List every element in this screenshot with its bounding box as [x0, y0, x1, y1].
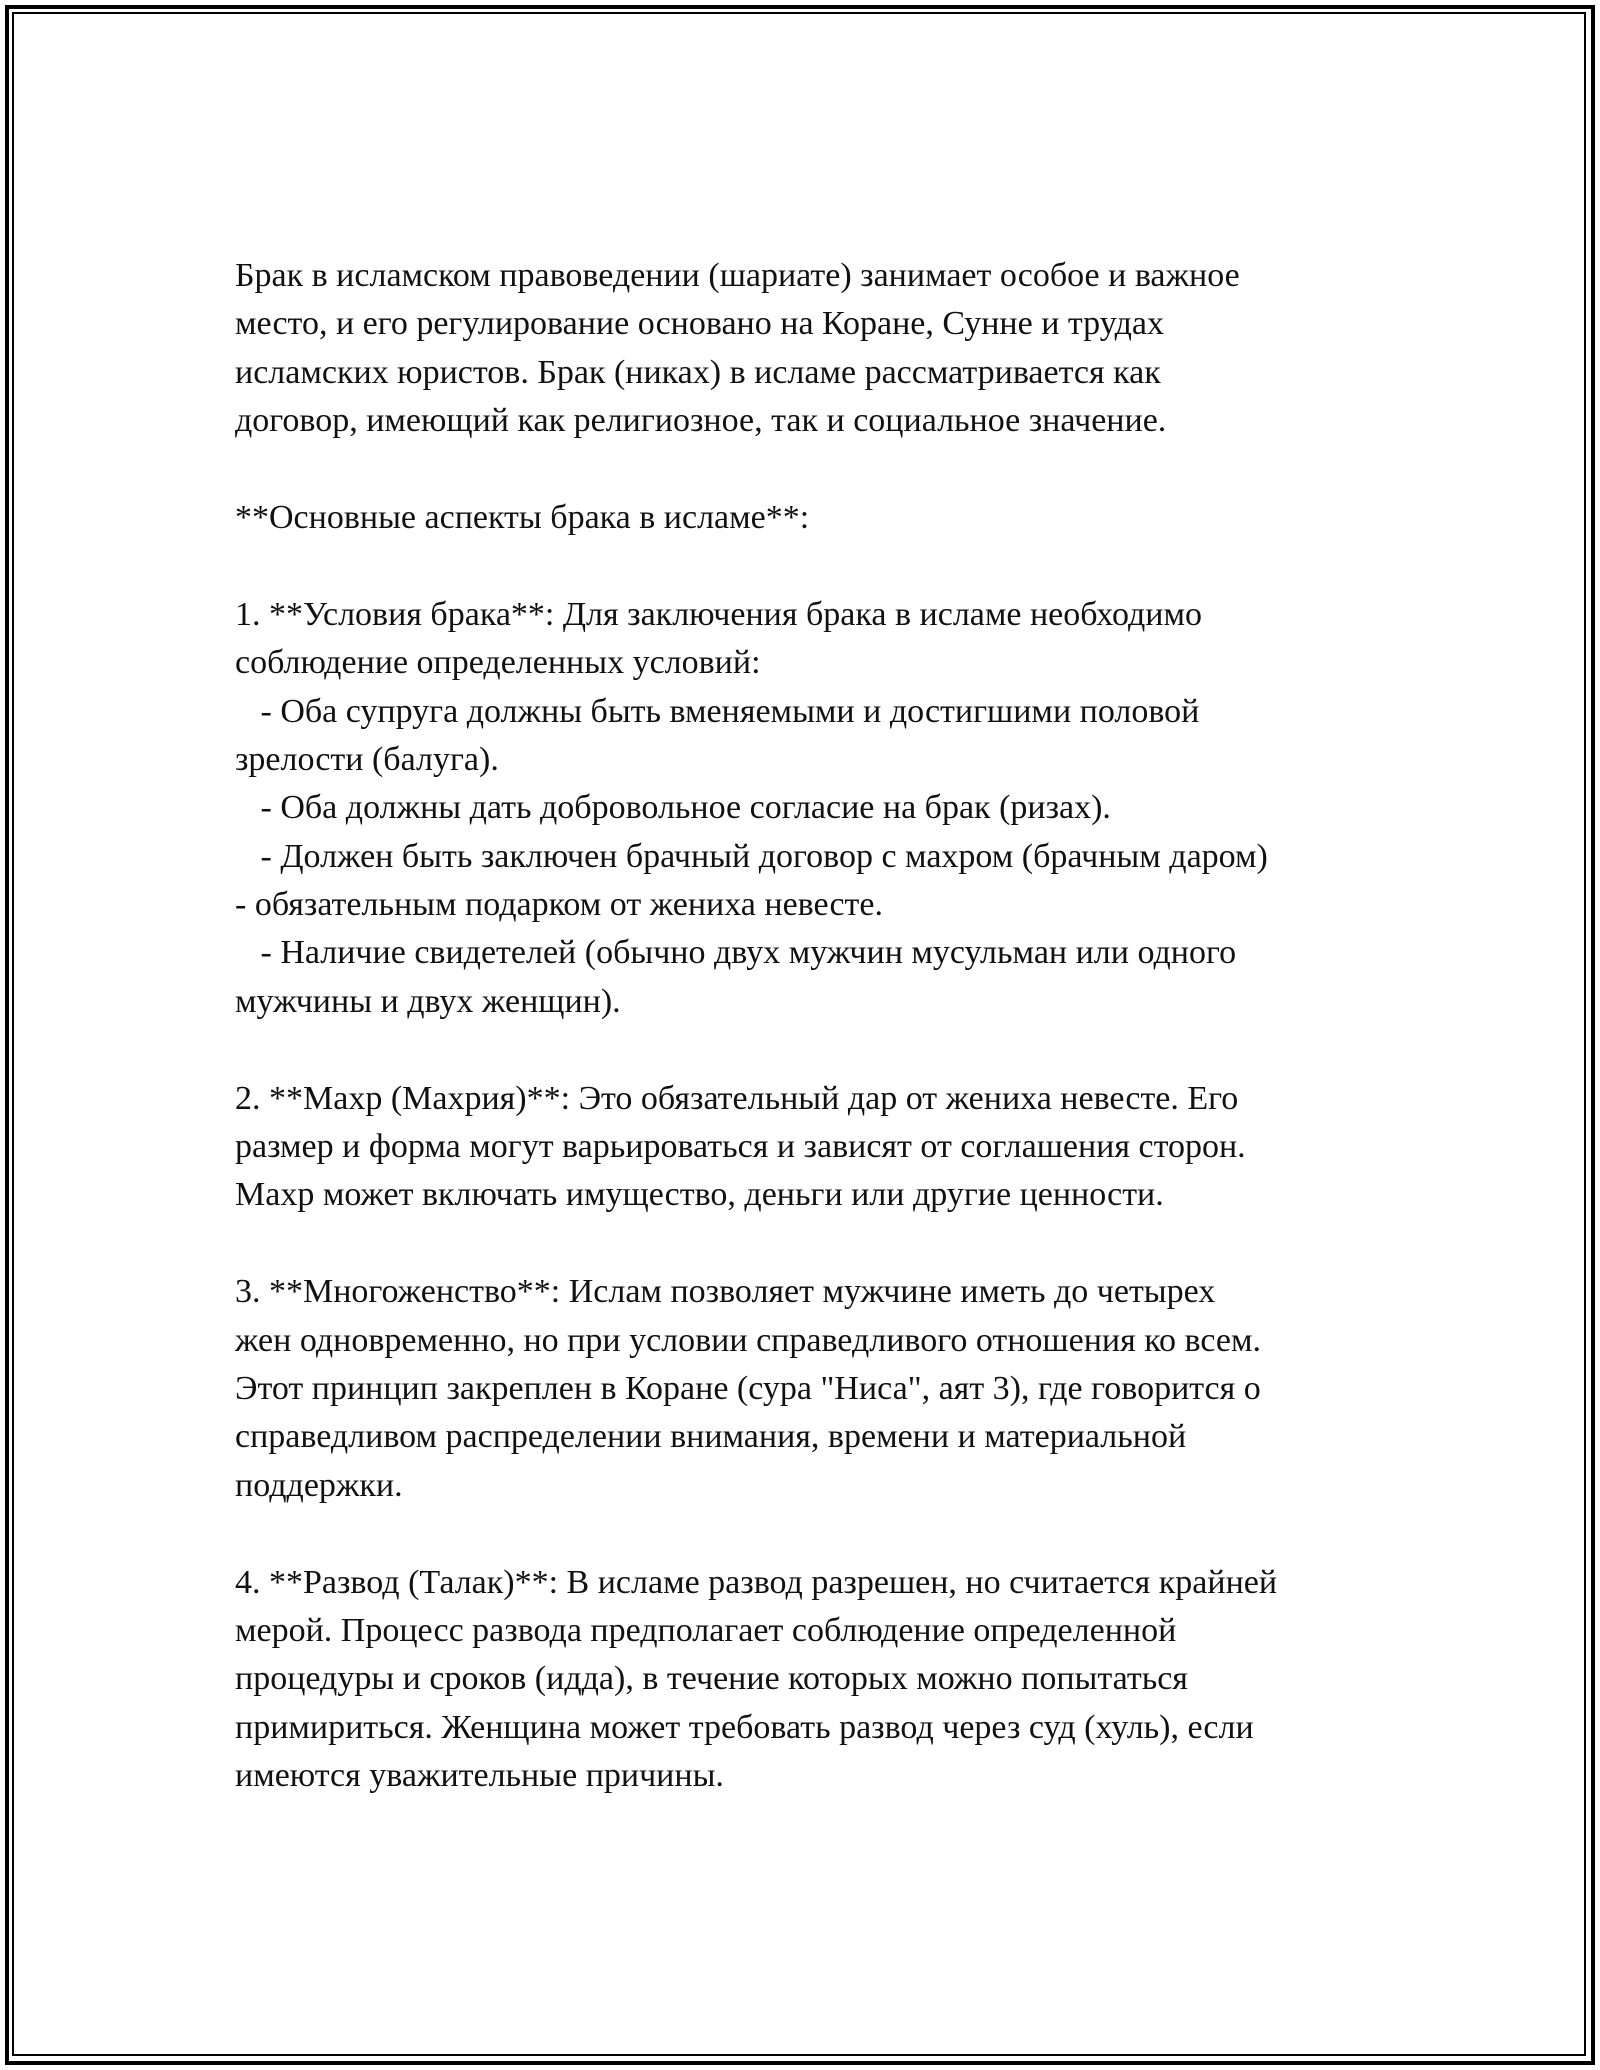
text-line: жен одновременно, но при условии справедливого отношения ко всем.: [235, 1321, 1261, 1359]
text-line: поддержки.: [235, 1466, 403, 1504]
text-line: Брак в исламском правоведении (шариате) занимает особое и важное: [235, 257, 1240, 294]
text-line: - обязательным подарком от жениха невесте.: [235, 886, 883, 924]
text-line: [235, 1510, 1385, 1558]
text-line: 2. **Махр (Махрия)**: Это обязательный дар от жениха невесте. Его: [235, 1079, 1239, 1117]
text-line: Этот принцип закреплен в Коране (сура "Ниса", аят 3), где говорится о: [235, 1369, 1261, 1407]
text-line: зрелости (балуга).: [235, 740, 499, 778]
text-line: примириться. Женщина может требовать развод через суд (хуль), если: [235, 1708, 1254, 1746]
text-line: [235, 542, 1385, 590]
text-line: мужчины и двух женщин).: [235, 982, 621, 1020]
text-line: место, и его регулирование основано на Коране, Сунне и трудах: [235, 305, 1164, 343]
text-line: процедуры и сроков (идда), в течение которых можно попытаться: [235, 1660, 1188, 1698]
text-line: исламских юристов. Брак (никах) в исламе рассматривается как: [235, 353, 1161, 391]
text-line: - Оба должны дать добровольное согласие на брак (ризах).: [235, 789, 1111, 827]
text-line: 1. **Условия брака**: Для заключения брака в исламе необходимо: [235, 595, 1203, 633]
text-line: справедливом распределении внимания, времени и материальной: [235, 1418, 1187, 1456]
text-line: [235, 1220, 1385, 1268]
text-line: мерой. Процесс развода предполагает соблюдение определенной: [235, 1611, 1177, 1649]
text-line: размер и форма могут варьироваться и зависят от соглашения сторон.: [235, 1128, 1246, 1166]
text-line: договор, имеющий как религиозное, так и социальное значение.: [235, 402, 1167, 440]
document-body: [235, 252, 1385, 1801]
text-line: соблюдение определенных условий:: [235, 644, 761, 682]
text-line: - Наличие свидетелей (обычно двух мужчин мусульман или одного: [235, 934, 1237, 972]
text-line: **Основные аспекты брака в исламе**:: [235, 498, 810, 536]
text-line: Махр может включать имущество, деньги или другие ценности.: [235, 1176, 1164, 1214]
text-line: [235, 1026, 1385, 1074]
text-line: имеются уважительные причины.: [235, 1757, 724, 1795]
text-line: 4. **Развод (Талак)**: В исламе развод разрешен, но считается крайней: [235, 1563, 1278, 1601]
text-line: [235, 446, 1385, 494]
text-line: - Должен быть заключен брачный договор с махром (брачным даром): [235, 837, 1268, 875]
text-line: 3. **Многоженство**: Ислам позволяет мужчине иметь до четырех: [235, 1273, 1216, 1311]
text-line: - Оба супруга должны быть вменяемыми и достигшими половой: [235, 692, 1200, 730]
